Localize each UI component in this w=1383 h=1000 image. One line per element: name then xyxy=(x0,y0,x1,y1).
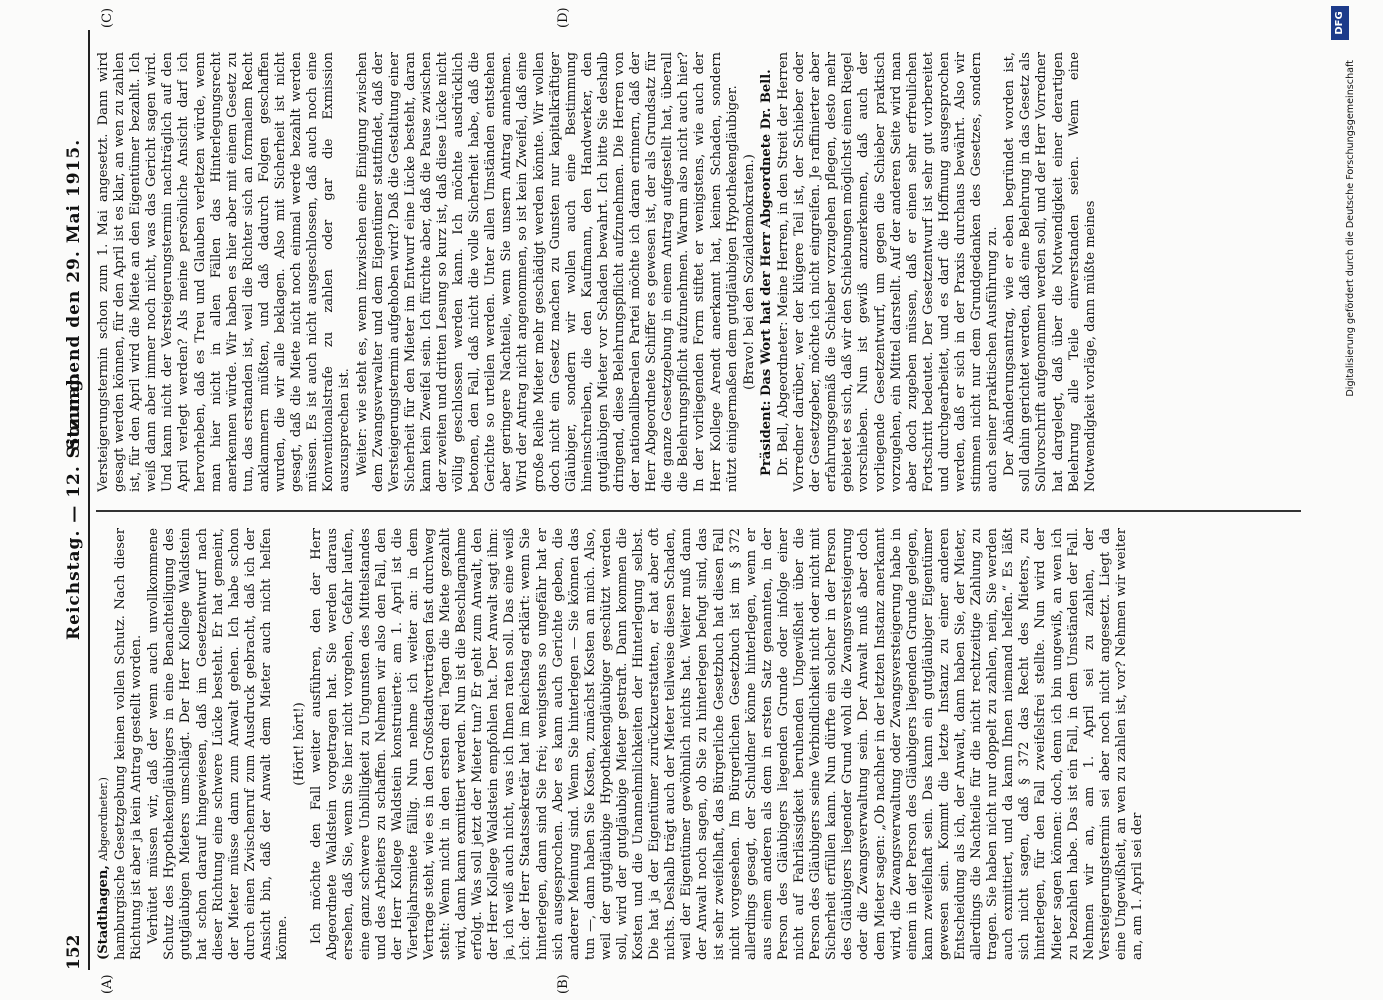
paragraph: Versteigerungstermin schon zum 1. Mai angesetzt. Dann wird gesagt werden können, für den April ist es klar, an wen zu zahlen ist, für den April wird die Miete an den Eigentümer bezahlt. Ich weiß dann aber immer noch nicht, was das Gericht sagen wird. Und kann nicht der Versteigerungstermin nachträglich auf den April verlegt werden? Als meine persönliche Ansicht darf ich hervorheben, daß es Treu und Glauben verletzen würde, wenn man hier nicht in allen Fällen das Hinterlegungsrecht anerkennen würde. Wir haben es hier aber mit einem Gesetz zu tun, das erstanden ist, weil die Richter sich an formalem Recht anklammern müßten, und daß dadurch Folgen geschaffen wurden, die wir alle beklagen. Also mit Sicherheit ist nicht gesagt, daß die Miete nicht noch einmal werde bezahlt werden müssen. Es ist auch nicht ausgeschlossen, daß auch noch eine Konventionalstrafe zu zahlen oder gar die Exmission auszusprechen ist. xyxy=(96,52,353,492)
speaker-tag: (Stadthagen, xyxy=(96,865,111,960)
margin-mark-d: (D) xyxy=(556,7,571,28)
president-statement: Präsident: Das Wort hat der Herr Abgeordnete Dr. Bell. xyxy=(758,69,774,476)
paragraph: Der Abänderungsantrag, wie er eben begründet worden ist, soll dahin gerichtet werden, daß eine Belehrung in das Gesetz als Sollvorschrift aufgenommen werden soll, und der Herr Vorredner hat dargelegt, daß über die Notwendigkeit einer derartigen Belehrung alle Teile einverstanden seien. Wenn eine Notwendigkeit vorläge, dann müßte meines xyxy=(1002,52,1098,492)
margin-mark-a: (A) xyxy=(100,974,115,994)
left-column xyxy=(96,528,1301,960)
page-number: 152 xyxy=(64,934,84,970)
page-header xyxy=(62,30,90,970)
paragraph: hamburgische Gesetzgebung keinen vollen Schutz. Nach dieser Richtung ist aber ja kein Antrag gestellt worden. xyxy=(113,528,145,960)
dfg-logo: DFG xyxy=(1331,6,1349,40)
speaker-continuation xyxy=(96,528,112,960)
paragraph: Dr. Bell, Abgeordneter: Meine Herren, in den Streit der Herren Vorredner darüber, wer der klügere Teil ist, der Schieber oder der Gesetzgeber, möchte ich nicht eingreifen. Je raffinierter aber erfahrungsgemäß die Schieber vorzugehen pflegen, desto mehr gebietet es sich, daß wir den Schiebungen möglichst einen Riegel vorschieben. Nun ist gewiß anzuerkennen, daß auch der vorliegende Gesetzentwurf, um gegen die Schieber praktisch vorzugehen, ein Mittel darstellt. Auf der anderen Seite wird man aber doch zugeben müssen, daß er einen sehr erfreulichen Fortschritt bedeutet. Der Gesetzentwurf ist sehr gut vorbereitet und durchgearbeitet, und es darf die Hoffnung ausgesprochen werden, daß er sich in der Praxis durchaus bewährt. Also wir stimmen nicht nur dem Grundgedanken des Gesetzes, sondern auch seiner praktischen Ausführung zu. xyxy=(775,52,1001,492)
speaker-role: Abgeordneter.) xyxy=(97,777,110,861)
margin-mark-b: (B) xyxy=(556,974,571,994)
paragraph: Ich möchte den Fall weiter ausführen, den der Herr Abgeordnete Waldstein vorgetragen hat. Sie werden daraus ersehen, daß Sie, wenn Sie hier nicht vorgehen, Gefahr laufen, eine ganz schwere Unbilligkeit zu Ungunsten des Mittelstandes und des Arbeiters zu schaffen. Nehmen wir also den Fall, den der Herr Kollege Waldstein konstruierte: am 1. April ist die Vierteljahrsmiete fällig. Nun nehme ich weiter an: in dem Vertrage steht, wie es in den Großstadtverträgen fast durchweg steht: Wenn nicht in den ersten drei Tagen die Miete gezahlt wird, dann kann exmittiert werden. Nun ist die Beschlagnahme erfolgt. Was soll jetzt der Mieter tun? Er geht zum Anwalt, den der Herr Kollege Waldstein empfohlen hat. Der Anwalt sagt ihm: ja, ich weiß auch nicht, was ich Ihnen raten soll. Das eine weiß ich: der Herr Staatssekretär hat im Reichstag erklärt: wenn Sie hinterlegen, dann sind Sie frei; wenigstens so ungefähr hat er sich ausgesprochen. Aber es kann auch Gerichte geben, die anderer Meinung sind. Wenn Sie hinterlegen — Sie können das tun —, dann haben Sie Kosten, zunächst Kosten an mich. Also, weil der gutgläubige Hypothekengläubiger geschützt werden soll, wird der gutgläubige Mieter gestraft. Dann kommen die Kosten und die Unannehmlichkeiten der Hinterlegung selbst. Die hat ja der Eigentümer zurückzuerstatten, er hat aber oft nichts. Deshalb trägt auch der Mieter teilweise diesen Schaden, weil der Eigentümer gewöhnlich nichts hat. Weiter muß dann der Anwalt noch sagen, ob Sie zu hinterlegen befugt sind, das ist sehr zweifelhaft, das Bürgerliche Gesetzbuch hat diesen Fall nicht vorgesehen. Im Bürgerlichen Gesetzbuch ist im § 372 allerdings gesagt, der Schuldner könne hinterlegen, wenn er aus einem anderen als dem in ersten Satz genannten, in der Person des Gläubigers liegenden Grunde oder infolge einer nicht auf Fahrlässigkeit beruhenden Ungewißheit über die Person des Gläubigers seine Verbindlichkeit nicht oder nicht mit Sicherheit erfüllen kann. Nun dürfte ein solcher in der Person des Gläubigers liegender Grund wohl die Zwangsversteigerung oder die Zwangsverwaltung sein. Der Anwalt muß aber doch dem Mieter sagen: „Ob nachher in der letzten Instanz anerkannt wird, die Zwangsverwaltung oder Zwangsversteigerung habe in einem in der Person des Gläubigers liegenden Grunde gelegen, kann zweifelhaft sein. Das kann ein gutgläubiger Eigentümer gewesen sein. Kommt die letzte Instanz zu einer anderen Entscheidung als ich, der Anwalt, dann haben Sie, der Mieter, allerdings die Nachteile für die nicht rechtzeitige Zahlung zu tragen. Sie haben nicht nur doppelt zu zahlen, nein, Sie werden auch exmittiert, und da kann Ihnen niemand helfen.“ Es läßt sich nicht sagen, daß § 372 das Recht des Mieters, zu hinterlegen, für den Fall zweifelsfrei stellte. Nun wird der Mieter sagen können: doch, denn ich bin ungewiß, an wen ich zu bezahlen habe. Das ist ein Fall, in dem Umständen der Fall. Nehmen wir an, am 1. April sei zu zahlen, der Versteigerungstermin sei aber noch nicht angesetzt. Liegt da eine Ungewißheit, an wen zu zahlen ist, vor? Nehmen wir weiter an, am 1. April sei der xyxy=(309,528,1145,960)
digitization-note: Digitalisierung gefördert durch die Deutsche Forschungsgemeinschaft xyxy=(1345,60,1356,397)
paragraph: Verhütet müssen wir, daß der wenn auch unvollkommene Schutz des Hypothekengläubigers in eine Benachteiligung des gutgläubigen Mieters umschlägt. Der Herr Kollege Waldstein hat schon darauf hingewiesen, daß im Gesetzentwurf nach dieser Richtung eine schwere Lücke besteht. Er hat gemeint, der Mieter müsse dann zum Anwalt gehen. Ich habe schon durch einen Zwischenruf zum Ausdruck gebracht, daß ich der Ansicht bin, daß der Anwalt dem Mieter auch nicht helfen könne. xyxy=(146,528,291,960)
column-divider xyxy=(96,510,1301,512)
interjection: (Bravo! bei den Sozialdemokraten.) xyxy=(741,154,757,390)
right-column xyxy=(96,52,1301,492)
header-session-title: Reichstag. — 12. Sitzung. xyxy=(64,371,84,640)
header-date: Sonnabend den 29. Mai 1915. xyxy=(64,138,84,450)
interjection: (Hört! hört!) xyxy=(292,702,308,786)
paragraph: Weiter: wie steht es, wenn inzwischen eine Einigung zwischen dem Zwangsverwalter und dem Eigentümer stattfindet, daß der Versteigerungstermin aufgehoben wird? Daß die Gestaltung einer Sicherheit für den Mieter im Entwurf eine Lücke besteht, daran kann kein Zweifel sein. Ich fürchte aber, daß die Pause zwischen der zweiten und dritten Lesung so kurz ist, daß diese Lücke nicht völlig geschlossen werden kann. Ich möchte ausdrücklich betonen, den Fall, daß nicht die volle Sicherheit habe, daß die Gerichte so urteilen werden. Unter allen Umständen entstehen aber geringere Nachteile, wenn Sie unsern Antrag annehmen. Wird der Antrag nicht angenommen, so ist kein Zweifel, daß eine große Reihe Mieter mehr geschädigt werden könnte. Wir wollen doch nicht ein Gesetz machen zu Gunsten nur kapitalkräftiger Gläubiger, sondern wir wollen auch eine Bestimmung hineinschreiben, die den Kaufmann, den Handwerker, den gutgläubigen Mieter vor Schaden bewahrt. Ich bitte Sie deshalb dringend, diese Belehrungspflicht aufzunehmen. Die Herren von der nationalliberalen Partei möchte ich daran erinnern, daß der Herr Abgeordnete Schiffer es gewesen ist, der als Grundsatz für die ganze Gesetzgebung in einem Antrag aufgestellt hat, überall die Belehrungspflicht aufzunehmen. Warum also nicht auch hier? In der vorliegenden Form stiftet er wenigstens, wie auch der Herr Kollege Arendt anerkannt hat, keinen Schaden, sondern nützt einigermaßen dem gutgläubigen Hypothekengläubiger. xyxy=(354,52,740,492)
margin-mark-c: (C) xyxy=(100,7,115,28)
